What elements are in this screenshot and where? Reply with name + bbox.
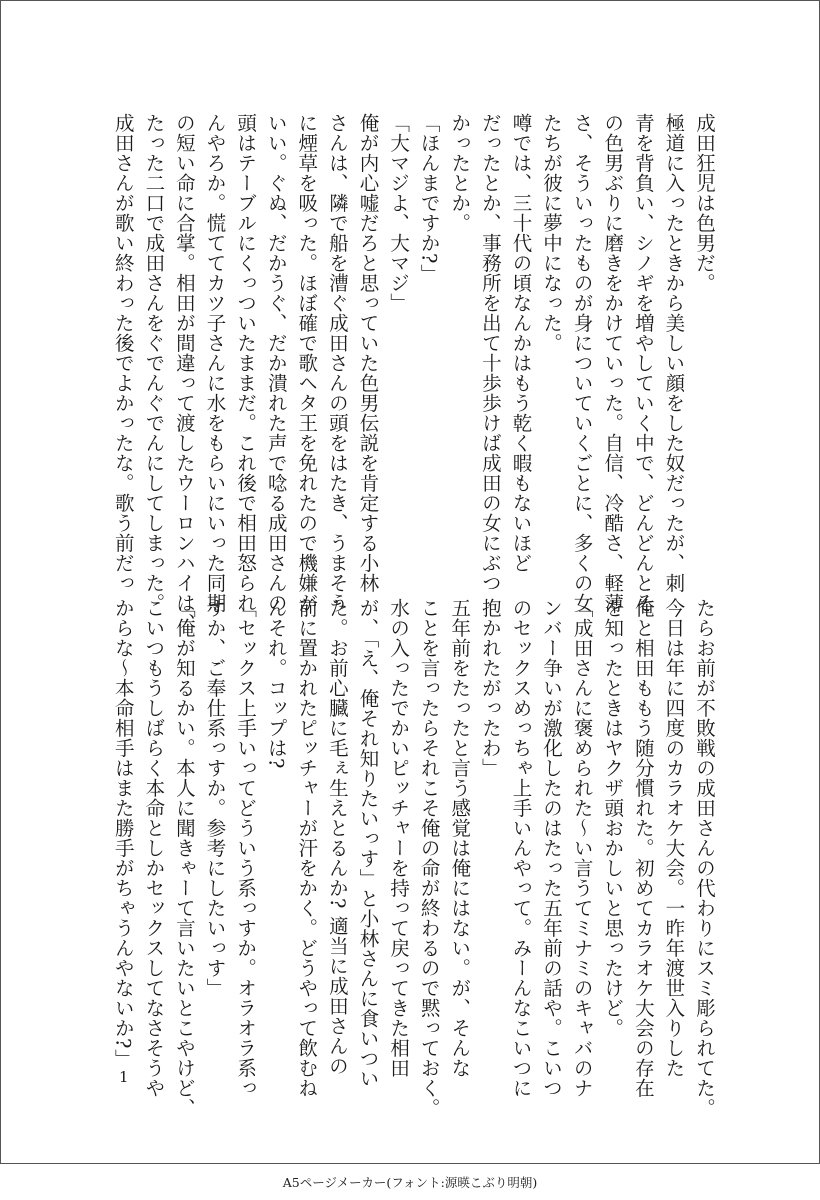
text-line: 水の入ったでかいピッチャーを持って戻ってきた相田 bbox=[387, 598, 411, 1078]
text-line: かったとか。 bbox=[448, 113, 472, 233]
text-block-top bbox=[111, 113, 719, 633]
page-number: 1 bbox=[119, 1068, 129, 1086]
text-line: 抱かれたがったわ」 bbox=[478, 598, 502, 778]
text-line: 前に置かれたピッチャーが汗をかく。どうやって飲むね bbox=[295, 598, 319, 1098]
text-line: だったとか、事務所を出て十歩歩けば成田の女にぶつ bbox=[478, 113, 502, 593]
text-line: 「成田さんに褒められた〜い言うてミナミのキャバのナ bbox=[570, 598, 594, 1098]
text-line: んやろか。慌ててカツ子さんに水をもらいにいった同期 bbox=[203, 113, 227, 613]
footer-caption: A5ページメーカー(フォント:源暎こぶり明朝) bbox=[282, 1175, 538, 1190]
text-line: すか、ご奉仕系っすか。参考にしたいっす」 bbox=[203, 598, 227, 998]
text-line: を知ったときはヤクザ頭おかしいと思ったけど。 bbox=[601, 598, 625, 1038]
text-line: 「大マジよ、大マジ」 bbox=[387, 113, 411, 313]
text-line: 噂では、三十代の頃なんかはもう乾く暇もないほど bbox=[509, 113, 533, 573]
text-line: さんは、隣で船を漕ぐ成田さんの頭をはたき、うまそう bbox=[325, 113, 349, 613]
text-line: が、「え、俺それ知りたいっす」と小林さんに食いつい bbox=[356, 598, 380, 1089]
text-line: んそれ。コップは? bbox=[264, 598, 288, 769]
text-line: 成田狂児は色男だ。 bbox=[693, 113, 716, 293]
text-line: たらお前が不敗戦の成田さんの代わりにスミ彫られてた。 bbox=[693, 598, 716, 1118]
text-line: たちが彼に夢中になった。 bbox=[540, 113, 564, 353]
text-line: の短い命に合掌。相田が間違って渡したウーロンハイは、 bbox=[172, 113, 196, 633]
text-line: ことを言ったらそれこそ俺の命が終わるので黙っておく。 bbox=[417, 598, 441, 1118]
text-line: たった二口で成田さんをぐでんぐでんにしてしまった。 bbox=[142, 113, 166, 613]
text-line: 今日は年に四度のカラオケ大会。一昨年渡世入りした bbox=[662, 598, 686, 1078]
text-line: 成田さんが歌い終わった後でよかったな。歌う前だっ bbox=[111, 113, 135, 593]
text-line: いい。ぐぬ、だかうぐ、だか潰れた声で唸る成田さんの bbox=[264, 113, 288, 613]
text-line: 「俺が知るかい。本人に聞きゃーて言いたいとこやけど、 bbox=[172, 598, 196, 1118]
text-line: 五年前をたったと言う感覚は俺にはない。が、そんな bbox=[448, 598, 472, 1078]
text-line: た。お前心臓に毛ぇ生えとるんか? 適当に成田さんの bbox=[325, 598, 349, 1076]
text-line: ンバー争いが激化したのはたった五年前の話や。こいつ bbox=[540, 598, 564, 1098]
text-line: 青を背負い、シノギを増やしていく中で、どんどんとそ bbox=[631, 113, 655, 613]
text-line: 頭はテーブルにくっついたままだ。これ後で相田怒られ bbox=[234, 113, 258, 613]
text-line: のセックスめっちゃ上手いんやって。みーんなこいつに bbox=[509, 598, 533, 1098]
text-line: 俺と相田ももう随分慣れた。初めてカラオケ大会の存在 bbox=[631, 598, 655, 1098]
text-line: からな〜本命相手はまた勝手がちゃうんやないか?」 bbox=[111, 598, 135, 1069]
text-line: 「ほんまですか?」 bbox=[417, 113, 441, 284]
text-line: 「セックス上手いってどういう系っすか。オラオラ系っ bbox=[234, 598, 258, 1098]
text-line: に煙草を吸った。ほぼ確で歌ヘタ王を免れたので機嫌が bbox=[295, 113, 319, 613]
text-line: さ、そういったものが身についていくごとに、多くの女 bbox=[570, 113, 594, 613]
text-line: 極道に入ったときから美しい顔をした奴だったが、刺 bbox=[662, 113, 686, 593]
text-line: 俺が内心嘘だろと思っていた色男伝説を肯定する小林 bbox=[356, 113, 380, 593]
text-line: こいつもうしばらく本命としかセックスしてなさそうや bbox=[142, 598, 166, 1098]
text-block-bottom bbox=[111, 598, 719, 1118]
text-line: の色男ぶりに磨きをかけていった。自信、冷酷さ、軽薄 bbox=[601, 113, 625, 613]
